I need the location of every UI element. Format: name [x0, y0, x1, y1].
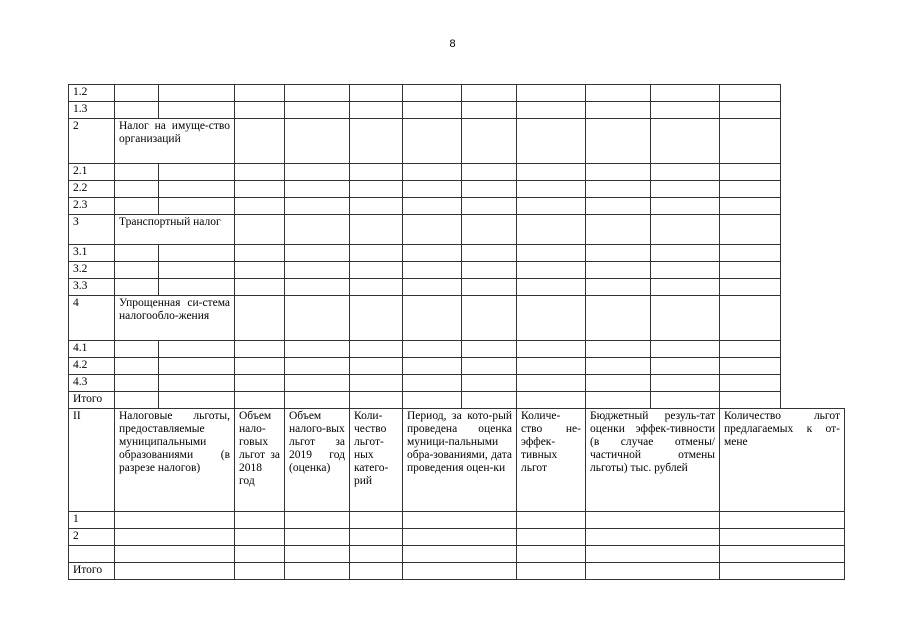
empty-cell	[159, 375, 235, 392]
empty-cell	[285, 375, 350, 392]
empty-cell	[159, 262, 235, 279]
row-number-cell	[69, 546, 115, 563]
empty-cell	[403, 102, 462, 119]
empty-cell	[115, 392, 159, 409]
empty-cell	[720, 358, 781, 375]
empty-cell	[517, 546, 586, 563]
empty-cell	[586, 102, 651, 119]
row-number-cell: 4	[69, 296, 115, 341]
empty-cell	[517, 279, 586, 296]
empty-cell	[403, 512, 517, 529]
empty-cell	[235, 375, 285, 392]
empty-cell	[350, 279, 403, 296]
empty-cell	[720, 262, 781, 279]
empty-cell	[517, 102, 586, 119]
empty-cell	[235, 164, 285, 181]
row-number-cell: 4.1	[69, 341, 115, 358]
row-number-cell: 3.3	[69, 279, 115, 296]
table-row	[69, 181, 845, 198]
empty-cell	[235, 262, 285, 279]
empty-cell	[720, 296, 781, 341]
empty-cell	[115, 198, 159, 215]
empty-cell	[235, 215, 285, 245]
row-number-cell: 1	[69, 512, 115, 529]
row-number-cell: 1.2	[69, 85, 115, 102]
empty-cell	[462, 279, 517, 296]
empty-cell	[285, 102, 350, 119]
empty-cell	[651, 198, 720, 215]
empty-cell	[115, 546, 235, 563]
empty-cell	[159, 341, 235, 358]
empty-cell	[462, 296, 517, 341]
empty-cell	[586, 358, 651, 375]
empty-cell	[517, 563, 586, 580]
empty-cell	[403, 164, 462, 181]
tax-benefits-table	[68, 84, 845, 580]
empty-cell	[517, 215, 586, 245]
empty-cell	[517, 296, 586, 341]
table-row	[69, 164, 845, 181]
empty-cell	[462, 119, 517, 164]
column-header-cell: Бюджетный резуль-тат оценки эффек-тивности (в случае отмены/частичной отмены льготы) тыс. рублей	[586, 409, 720, 512]
table-row	[69, 563, 845, 580]
empty-cell	[720, 181, 781, 198]
empty-cell	[285, 563, 350, 580]
empty-cell	[586, 119, 651, 164]
empty-cell	[115, 358, 159, 375]
table-row	[69, 358, 845, 375]
row-number-cell: 2	[69, 529, 115, 546]
empty-cell	[720, 375, 781, 392]
empty-cell	[462, 198, 517, 215]
empty-cell	[462, 85, 517, 102]
empty-cell	[285, 85, 350, 102]
empty-cell	[586, 245, 651, 262]
empty-cell	[586, 529, 720, 546]
empty-cell	[403, 85, 462, 102]
empty-cell	[235, 245, 285, 262]
empty-cell	[517, 198, 586, 215]
empty-cell	[350, 245, 403, 262]
empty-cell	[235, 563, 285, 580]
empty-cell	[235, 341, 285, 358]
table-row	[69, 215, 845, 245]
empty-cell	[462, 181, 517, 198]
empty-cell	[403, 119, 462, 164]
tax-name-cell: Транспортный налог	[115, 215, 235, 245]
empty-cell	[403, 546, 517, 563]
empty-cell	[403, 375, 462, 392]
section-number-cell: II	[69, 409, 115, 512]
empty-cell	[235, 119, 285, 164]
empty-cell	[586, 215, 651, 245]
empty-cell	[235, 392, 285, 409]
empty-cell	[285, 164, 350, 181]
empty-cell	[462, 392, 517, 409]
empty-cell	[651, 85, 720, 102]
section-header-row	[69, 409, 845, 512]
empty-cell	[720, 164, 781, 181]
empty-cell	[350, 529, 403, 546]
empty-cell	[285, 262, 350, 279]
empty-cell	[403, 198, 462, 215]
empty-cell	[462, 164, 517, 181]
empty-cell	[350, 215, 403, 245]
empty-cell	[350, 546, 403, 563]
page-number: 8	[449, 38, 456, 50]
empty-cell	[159, 181, 235, 198]
empty-cell	[651, 164, 720, 181]
row-number-cell: Итого	[69, 563, 115, 580]
empty-cell	[462, 358, 517, 375]
empty-cell	[517, 164, 586, 181]
empty-cell	[586, 341, 651, 358]
empty-cell	[350, 181, 403, 198]
empty-cell	[235, 529, 285, 546]
empty-cell	[720, 119, 781, 164]
table-row	[69, 296, 845, 341]
empty-cell	[403, 262, 462, 279]
empty-cell	[720, 279, 781, 296]
empty-cell	[403, 529, 517, 546]
empty-cell	[403, 392, 462, 409]
empty-cell	[285, 119, 350, 164]
empty-cell	[517, 529, 586, 546]
empty-cell	[403, 245, 462, 262]
empty-cell	[517, 181, 586, 198]
empty-cell	[159, 245, 235, 262]
table-row	[69, 102, 845, 119]
empty-cell	[350, 392, 403, 409]
table-row	[69, 245, 845, 262]
empty-cell	[651, 262, 720, 279]
empty-cell	[159, 85, 235, 102]
column-header-cell: Налоговые льготы, предоставляемые муниципальными образованиями (в разрезе налогов)	[115, 409, 235, 512]
column-header-cell: Объем налого-вых льгот за 2019 год (оценка)	[285, 409, 350, 512]
empty-cell	[403, 341, 462, 358]
empty-cell	[403, 215, 462, 245]
empty-cell	[350, 119, 403, 164]
empty-cell	[586, 375, 651, 392]
tax-name-cell: Упрощенная си-стема налогообло-жения	[115, 296, 235, 341]
empty-cell	[350, 198, 403, 215]
empty-cell	[651, 245, 720, 262]
empty-cell	[235, 296, 285, 341]
empty-cell	[235, 546, 285, 563]
empty-cell	[586, 563, 720, 580]
empty-cell	[285, 529, 350, 546]
table-row	[69, 529, 845, 546]
empty-cell	[115, 181, 159, 198]
empty-cell	[159, 164, 235, 181]
empty-cell	[285, 358, 350, 375]
row-number-cell: 3	[69, 215, 115, 245]
empty-cell	[586, 546, 720, 563]
row-number-cell: 4.3	[69, 375, 115, 392]
empty-cell	[350, 296, 403, 341]
empty-cell	[235, 181, 285, 198]
row-number-cell: 2.3	[69, 198, 115, 215]
empty-cell	[517, 341, 586, 358]
empty-cell	[350, 85, 403, 102]
row-number-cell: 3.1	[69, 245, 115, 262]
empty-cell	[651, 279, 720, 296]
empty-cell	[403, 296, 462, 341]
empty-cell	[235, 198, 285, 215]
table-row	[69, 392, 845, 409]
empty-cell	[235, 102, 285, 119]
empty-cell	[517, 245, 586, 262]
empty-cell	[651, 392, 720, 409]
empty-cell	[462, 215, 517, 245]
empty-cell	[720, 245, 781, 262]
table-row	[69, 512, 845, 529]
empty-cell	[115, 262, 159, 279]
empty-cell	[350, 262, 403, 279]
table-row	[69, 119, 845, 164]
empty-cell	[462, 341, 517, 358]
empty-cell	[720, 102, 781, 119]
tax-name-cell: Налог на имуще-ство организаций	[115, 119, 235, 164]
empty-cell	[651, 375, 720, 392]
empty-cell	[115, 102, 159, 119]
empty-cell	[285, 198, 350, 215]
empty-cell	[115, 375, 159, 392]
empty-cell	[586, 85, 651, 102]
row-number-cell: 2.2	[69, 181, 115, 198]
empty-cell	[285, 296, 350, 341]
column-header-cell: Объем нало-говых льгот за 2018 год	[235, 409, 285, 512]
empty-cell	[350, 375, 403, 392]
empty-cell	[720, 563, 845, 580]
empty-cell	[720, 512, 845, 529]
empty-cell	[586, 198, 651, 215]
empty-cell	[720, 341, 781, 358]
empty-cell	[285, 279, 350, 296]
empty-cell	[159, 102, 235, 119]
empty-cell	[462, 262, 517, 279]
row-number-cell: 4.2	[69, 358, 115, 375]
empty-cell	[350, 341, 403, 358]
empty-cell	[586, 392, 651, 409]
row-number-cell: 3.2	[69, 262, 115, 279]
empty-cell	[517, 392, 586, 409]
table-row	[69, 546, 845, 563]
empty-cell	[350, 512, 403, 529]
table-row	[69, 85, 845, 102]
empty-cell	[115, 529, 235, 546]
empty-cell	[350, 358, 403, 375]
empty-cell	[285, 546, 350, 563]
row-number-cell: 1.3	[69, 102, 115, 119]
empty-cell	[285, 512, 350, 529]
empty-cell	[720, 215, 781, 245]
empty-cell	[285, 341, 350, 358]
empty-cell	[517, 512, 586, 529]
table-row	[69, 341, 845, 358]
empty-cell	[586, 262, 651, 279]
column-header-cell: Коли-чество льгот-ных катего-рий	[350, 409, 403, 512]
empty-cell	[235, 85, 285, 102]
empty-cell	[115, 279, 159, 296]
empty-cell	[285, 215, 350, 245]
empty-cell	[115, 512, 235, 529]
empty-cell	[350, 102, 403, 119]
empty-cell	[720, 85, 781, 102]
table-row	[69, 279, 845, 296]
empty-cell	[115, 85, 159, 102]
empty-cell	[403, 563, 517, 580]
empty-cell	[586, 296, 651, 341]
empty-cell	[651, 215, 720, 245]
row-number-cell: 2	[69, 119, 115, 164]
empty-cell	[586, 181, 651, 198]
empty-cell	[462, 102, 517, 119]
empty-cell	[517, 85, 586, 102]
table-row	[69, 262, 845, 279]
empty-cell	[586, 279, 651, 296]
empty-cell	[350, 563, 403, 580]
empty-cell	[159, 392, 235, 409]
empty-cell	[235, 279, 285, 296]
empty-cell	[651, 341, 720, 358]
empty-cell	[651, 296, 720, 341]
empty-cell	[403, 358, 462, 375]
row-number-cell: 2.1	[69, 164, 115, 181]
empty-cell	[517, 119, 586, 164]
empty-cell	[115, 563, 235, 580]
empty-cell	[651, 119, 720, 164]
empty-cell	[235, 512, 285, 529]
empty-cell	[159, 198, 235, 215]
row-number-cell: Итого	[69, 392, 115, 409]
column-header-cell: Количество льгот предлагаемых к от-мене	[720, 409, 845, 512]
empty-cell	[462, 375, 517, 392]
empty-cell	[517, 375, 586, 392]
empty-cell	[651, 102, 720, 119]
empty-cell	[720, 529, 845, 546]
empty-cell	[462, 245, 517, 262]
column-header-cell: Количе-ство не-эффек-тивных льгот	[517, 409, 586, 512]
column-header-cell: Период, за кото-рый проведена оценка муници-пальными обра-зованиями, дата проведения оцен-ки	[403, 409, 517, 512]
empty-cell	[517, 358, 586, 375]
empty-cell	[350, 164, 403, 181]
empty-cell	[115, 164, 159, 181]
empty-cell	[159, 279, 235, 296]
empty-cell	[651, 358, 720, 375]
empty-cell	[651, 181, 720, 198]
empty-cell	[517, 262, 586, 279]
empty-cell	[403, 279, 462, 296]
empty-cell	[403, 181, 462, 198]
table-row	[69, 198, 845, 215]
empty-cell	[235, 358, 285, 375]
empty-cell	[285, 245, 350, 262]
empty-cell	[586, 164, 651, 181]
empty-cell	[159, 358, 235, 375]
empty-cell	[586, 512, 720, 529]
empty-cell	[115, 245, 159, 262]
empty-cell	[720, 546, 845, 563]
empty-cell	[720, 198, 781, 215]
empty-cell	[285, 392, 350, 409]
empty-cell	[285, 181, 350, 198]
empty-cell	[720, 392, 781, 409]
empty-cell	[115, 341, 159, 358]
table-row	[69, 375, 845, 392]
